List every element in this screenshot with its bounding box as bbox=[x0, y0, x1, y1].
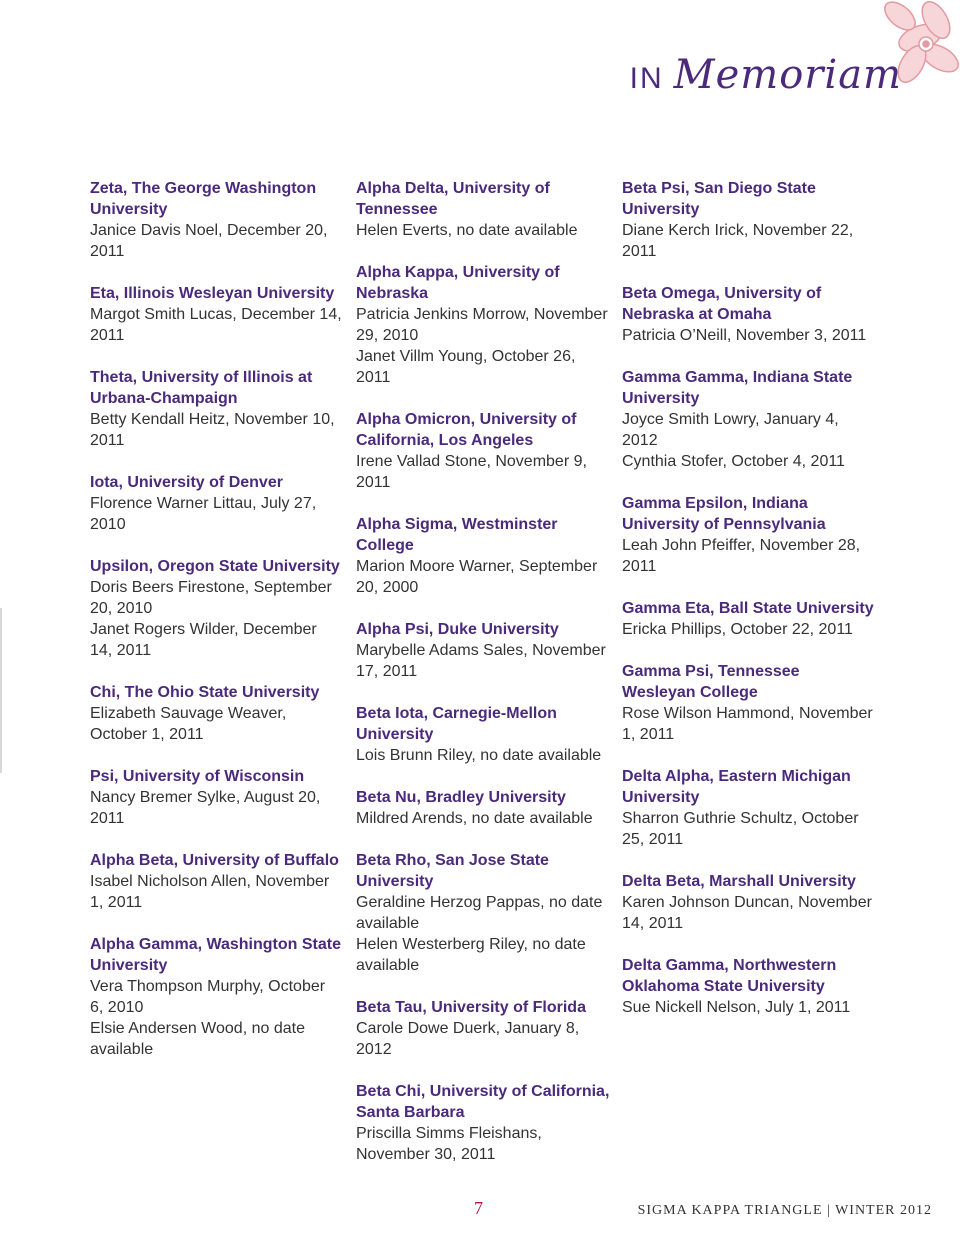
chapter-heading: Gamma Eta, Ball State University bbox=[622, 600, 874, 617]
chapter-heading: Delta Beta, Marshall University bbox=[622, 873, 856, 890]
memorial-entry bbox=[356, 997, 611, 1060]
chapter-heading: Delta Alpha, Eastern Michigan University bbox=[622, 768, 851, 806]
member-name: Elizabeth Sauvage Weaver, October 1, 2011 bbox=[90, 705, 287, 743]
chapter-heading: Zeta, The George Washington University bbox=[90, 180, 317, 218]
chapter-heading: Psi, University of Wisconsin bbox=[90, 768, 305, 785]
memorial-entry bbox=[622, 955, 877, 1018]
member-name: Joyce Smith Lowry, January 4, 2012 bbox=[622, 411, 839, 449]
memorial-entry bbox=[90, 850, 342, 913]
member-name: Janice Davis Noel, December 20, 2011 bbox=[90, 222, 328, 260]
chapter-heading: Alpha Gamma, Washington State University bbox=[90, 936, 341, 974]
chapter-heading: Alpha Beta, University of Buffalo bbox=[90, 852, 339, 869]
memorial-entry bbox=[356, 178, 611, 241]
memorial-entry bbox=[622, 598, 877, 640]
margin-rule bbox=[0, 608, 2, 773]
memorial-entry bbox=[90, 472, 342, 535]
chapter-heading: Beta Iota, Carnegie-Mellon University bbox=[356, 705, 557, 743]
chapter-heading: Alpha Delta, University of Tennessee bbox=[356, 180, 550, 218]
chapter-heading: Alpha Sigma, Westminster College bbox=[356, 516, 558, 554]
member-name: Vera Thompson Murphy, October 6, 2010 bbox=[90, 978, 326, 1016]
page-title bbox=[630, 52, 902, 112]
member-name: Sharron Guthrie Schultz, October 25, 2011 bbox=[622, 810, 859, 848]
member-name: Mildred Arends, no date available bbox=[356, 810, 593, 827]
memorial-entry bbox=[622, 367, 877, 472]
memorial-entry bbox=[90, 556, 342, 661]
memorial-column-2 bbox=[356, 178, 611, 1186]
member-name: Geraldine Herzog Pappas, no date available bbox=[356, 894, 603, 932]
chapter-heading: Gamma Psi, Tennessee Wesleyan College bbox=[622, 663, 800, 701]
member-name: Patricia O’Neill, November 3, 2011 bbox=[622, 327, 867, 344]
member-name: Rose Wilson Hammond, November 1, 2011 bbox=[622, 705, 873, 743]
member-name: Cynthia Stofer, October 4, 2011 bbox=[622, 453, 845, 470]
member-name: Helen Westerberg Riley, no date available bbox=[356, 936, 586, 974]
memorial-entry bbox=[622, 493, 877, 577]
memorial-entry bbox=[356, 850, 611, 976]
member-name: Sue Nickell Nelson, July 1, 2011 bbox=[622, 999, 851, 1016]
memorial-entry bbox=[356, 787, 611, 829]
memorial-entry bbox=[356, 409, 611, 493]
chapter-heading: Eta, Illinois Wesleyan University bbox=[90, 285, 335, 302]
memorial-entry bbox=[90, 682, 342, 745]
memorial-column-3 bbox=[622, 178, 877, 1039]
memorial-entry bbox=[90, 283, 342, 346]
member-name: Florence Warner Littau, July 27, 2010 bbox=[90, 495, 317, 533]
chapter-heading: Beta Omega, University of Nebraska at Omaha bbox=[622, 285, 822, 323]
member-name: Marybelle Adams Sales, November 17, 2011 bbox=[356, 642, 606, 680]
memorial-entry bbox=[356, 262, 611, 388]
title-memoriam: Memoriam bbox=[673, 52, 902, 98]
memorial-entry bbox=[90, 367, 342, 451]
member-name: Isabel Nicholson Allen, November 1, 2011 bbox=[90, 873, 330, 911]
memorial-entry bbox=[622, 766, 877, 850]
member-name: Karen Johnson Duncan, November 14, 2011 bbox=[622, 894, 872, 932]
memorial-entry bbox=[90, 934, 342, 1060]
member-name: Patricia Jenkins Morrow, November 29, 2010 bbox=[356, 306, 608, 344]
memorial-entry bbox=[356, 703, 611, 766]
memorial-entry bbox=[90, 178, 342, 262]
memorial-entry bbox=[356, 514, 611, 598]
member-name: Nancy Bremer Sylke, August 20, 2011 bbox=[90, 789, 321, 827]
title-in: IN bbox=[629, 62, 664, 95]
chapter-heading: Delta Gamma, Northwestern Oklahoma State University bbox=[622, 957, 837, 995]
member-name: Helen Everts, no date available bbox=[356, 222, 578, 239]
member-name: Diane Kerch Irick, November 22, 2011 bbox=[622, 222, 854, 260]
publication-footer: SIGMA KAPPA TRIANGLE | WINTER 2012 bbox=[637, 1203, 932, 1218]
memorial-entry bbox=[356, 619, 611, 682]
member-name: Betty Kendall Heitz, November 10, 2011 bbox=[90, 411, 335, 449]
chapter-heading: Theta, University of Illinois at Urbana-Champaign bbox=[90, 369, 313, 407]
chapter-heading: Gamma Epsilon, Indiana University of Pennsylvania bbox=[622, 495, 826, 533]
member-name: Margot Smith Lucas, December 14, 2011 bbox=[90, 306, 342, 344]
member-name: Marion Moore Warner, September 20, 2000 bbox=[356, 558, 598, 596]
member-name: Janet Villm Young, October 26, 2011 bbox=[356, 348, 576, 386]
chapter-heading: Beta Chi, University of California, Santa Barbara bbox=[356, 1083, 610, 1121]
member-name: Lois Brunn Riley, no date available bbox=[356, 747, 602, 764]
member-name: Elsie Andersen Wood, no date available bbox=[90, 1020, 305, 1058]
member-name: Leah John Pfeiffer, November 28, 2011 bbox=[622, 537, 861, 575]
member-name: Priscilla Simms Fleishans, November 30, 2011 bbox=[356, 1125, 542, 1163]
memorial-entry bbox=[622, 178, 877, 262]
chapter-heading: Alpha Omicron, University of California, Los Angeles bbox=[356, 411, 577, 449]
page-number: 7 bbox=[474, 1198, 483, 1218]
chapter-heading: Beta Psi, San Diego State University bbox=[622, 180, 816, 218]
memorial-entry bbox=[90, 766, 342, 829]
member-name: Doris Beers Firestone, September 20, 2010 bbox=[90, 579, 332, 617]
chapter-heading: Alpha Kappa, University of Nebraska bbox=[356, 264, 560, 302]
member-name: Irene Vallad Stone, November 9, 2011 bbox=[356, 453, 587, 491]
chapter-heading: Alpha Psi, Duke University bbox=[356, 621, 559, 638]
memorial-column-1 bbox=[90, 178, 342, 1081]
memorial-entry bbox=[622, 871, 877, 934]
chapter-heading: Chi, The Ohio State University bbox=[90, 684, 320, 701]
chapter-heading: Beta Tau, University of Florida bbox=[356, 999, 586, 1016]
chapter-heading: Upsilon, Oregon State University bbox=[90, 558, 340, 575]
chapter-heading: Beta Rho, San Jose State University bbox=[356, 852, 549, 890]
page-header bbox=[0, 0, 960, 130]
memorial-entry bbox=[622, 661, 877, 745]
memorial-entry bbox=[356, 1081, 611, 1165]
member-name: Carole Dowe Duerk, January 8, 2012 bbox=[356, 1020, 580, 1058]
chapter-heading: Iota, University of Denver bbox=[90, 474, 283, 491]
chapter-heading: Beta Nu, Bradley University bbox=[356, 789, 566, 806]
member-name: Janet Rogers Wilder, December 14, 2011 bbox=[90, 621, 317, 659]
chapter-heading: Gamma Gamma, Indiana State University bbox=[622, 369, 853, 407]
member-name: Ericka Phillips, October 22, 2011 bbox=[622, 621, 853, 638]
memorial-entry bbox=[622, 283, 877, 346]
